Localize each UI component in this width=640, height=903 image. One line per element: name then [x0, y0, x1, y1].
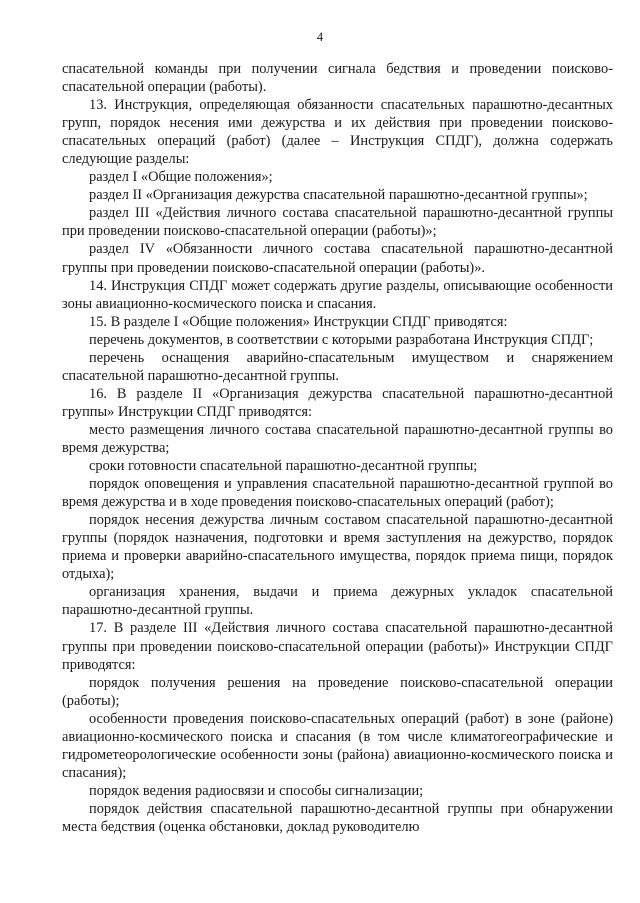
paragraph: порядок ведения радиосвязи и способы сигнализации; — [89, 782, 424, 799]
paragraph: раздел II «Организация дежурства спасательной парашютно-десантной группы»; — [89, 187, 588, 204]
paragraph: 15. В разделе I «Общие положения» Инструкции СПДГ приводятся: — [89, 313, 508, 330]
paragraph: спасательной команды при получении сигнала бедствия и проведении поисково-спасательной операции (работы). — [62, 61, 613, 96]
document-body — [62, 60, 613, 836]
paragraph: организация хранения, выдачи и приема дежурных укладок спасательной парашютно-десантной группы. — [62, 584, 613, 619]
paragraph: порядок несения дежурства личным составом спасательной парашютно-десантной группы (порядок назначения, подготовки и время заступления на дежурство, порядок приема и проверки аварийно-спасательного имущества, порядок приема пищи, порядок отдыха); — [62, 512, 613, 583]
paragraph: сроки готовности спасательной парашютно-десантной группы; — [89, 458, 478, 475]
paragraph: перечень оснащения аварийно-спасательным имуществом и снаряжением спасательной парашютно-десантной группы. — [62, 349, 613, 384]
paragraph: перечень документов, в соответствии с которыми разработана Инструкция СПДГ; — [89, 331, 594, 348]
page-number: 4 — [316, 30, 324, 44]
paragraph: раздел I «Общие положения»; — [89, 169, 273, 186]
paragraph: 14. Инструкция СПДГ может содержать другие разделы, описывающие особенности зоны авиационно-космического поиска и спасания. — [62, 277, 613, 312]
paragraph: 16. В разделе II «Организация дежурства спасательной парашютно-десантной группы» Инструкции СПДГ приводятся: — [62, 385, 613, 420]
paragraph: 17. В разделе III «Действия личного состава спасательной парашютно-десантной группы при проведении поисково-спасательной операции (работы)» Инструкции СПДГ приводятся: — [62, 620, 613, 673]
paragraph: 13. Инструкция, определяющая обязанности спасательных парашютно-десантных групп, порядок несения ими дежурства и их действия при проведении поисково-спасательных операций (работ) (далее – Инструкция СПДГ), должна содержать следующие разделы: — [62, 97, 613, 168]
paragraph: порядок действия спасательной парашютно-десантной группы при обнаружении места бедствия (оценка обстановки, доклад руководителю — [62, 800, 613, 835]
paragraph: место размещения личного состава спасательной парашютно-десантной группы во время дежурства; — [62, 421, 613, 456]
paragraph: особенности проведения поисково-спасательных операций (работ) в зоне (районе) авиационно-космического поиска и спасания (в том числе климатогеографические и гидрометеорологические особенности зоны (района) авиационно-космического поиска и спасания); — [62, 710, 613, 781]
paragraph: раздел III «Действия личного состава спасательной парашютно-десантной группы при проведении поисково-спасательной операции (работы)»; — [62, 205, 613, 240]
paragraph: порядок получения решения на проведение поисково-спасательной операции (работы); — [62, 674, 613, 709]
paragraph: раздел IV «Обязанности личного состава спасательной парашютно-десантной группы при проведении поисково-спасательной операции (работы)». — [62, 241, 613, 276]
paragraph: порядок оповещения и управления спасательной парашютно-десантной группой во время дежурства и в ходе проведения поисково-спасательных операций (работ); — [62, 476, 613, 511]
